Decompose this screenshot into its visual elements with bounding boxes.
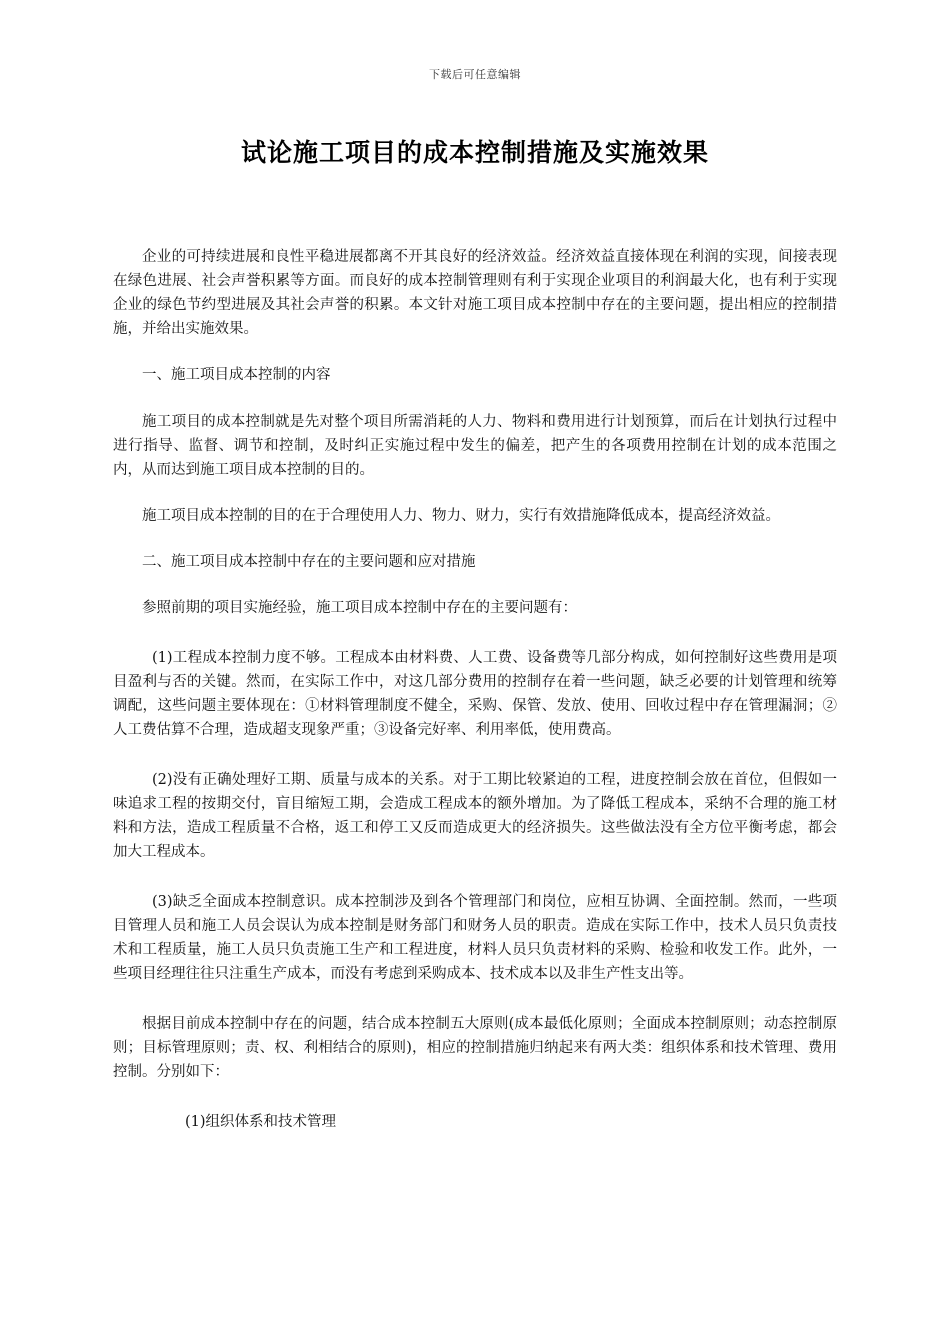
paragraph-problem-1: (1)工程成本控制力度不够。工程成本由材料费、人工费、设备费等几部分构成，如何控制好这些费用是项目盈利与否的关键。然而，在实际工作中，对这几部分费用的控制存在着一些问题，缺乏必要的计划管理和统筹调配，这些问题主要体现在：①材料管理制度不健全，采购、保管、发放、使用、回收过程中存在管理漏洞；②人工费估算不合理，造成超支现象严重；③设备完好率、利用率低，使用费高。 — [113, 650, 837, 738]
paragraph-section-1-purpose: 施工项目成本控制的目的在于合理使用人力、物力、财力，实行有效措施降低成本，提高经济效益。 — [142, 508, 780, 524]
paragraph-measures-lead: 根据目前成本控制中存在的问题，结合成本控制五大原则(成本最低化原则；全面成本控制原则；动态控制原则；目标管理原则；责、权、利相结合的原则)，相应的控制措施归纳起来有两大类：组织体系和技术管理、费用控制。分别如下： — [113, 1016, 837, 1080]
subheading-organization: (1)组织体系和技术管理 — [185, 1114, 337, 1130]
paragraph-intro: 企业的可持续进展和良性平稳进展都离不开其良好的经济效益。经济效益直接体现在利润的实现，间接表现在绿色进展、社会声誉积累等方面。而良好的成本控制管理则有利于实现企业项目的利润最大化，也有利于实现企业的绿色节约型进展及其社会声誉的积累。本文针对施工项目成本控制中存在的主要问题，提出相应的控制措施，并给出实施效果。 — [113, 249, 837, 337]
section-heading-2: 二、施工项目成本控制中存在的主要问题和应对措施 — [142, 554, 476, 570]
paragraph-problem-3: (3)缺乏全面成本控制意识。成本控制涉及到各个管理部门和岗位，应相互协调、全面控制。然而，一些项目管理人员和施工人员会误认为成本控制是财务部门和财务人员的职责。造成在实际工作中，技术人员只负责技术和工程质量，施工人员只负责施工生产和工程进度，材料人员只负责材料的采购、检验和收发工作。此外，一些项目经理往往只注重生产成本，而没有考虑到采购成本、技术成本以及非生产性支出等。 — [113, 894, 837, 982]
paragraph-problem-2: (2)没有正确处理好工期、质量与成本的关系。对于工期比较紧迫的工程，进度控制会放在首位，但假如一味追求工程的按期交付，盲目缩短工期，会造成工程成本的额外增加。为了降低工程成本，采纳不合理的施工材料和方法，造成工程质量不合格，返工和停工又反而造成更大的经济损失。这些做法没有全方位平衡考虑，都会加大工程成本。 — [113, 772, 837, 860]
section-heading-1: 一、施工项目成本控制的内容 — [142, 367, 331, 383]
document-title: 试论施工项目的成本控制措施及实施效果 — [240, 138, 709, 167]
paragraph-problems-lead: 参照前期的项目实施经验，施工项目成本控制中存在的主要问题有： — [142, 600, 577, 616]
document-body — [113, 245, 837, 1134]
header-note: 下载后可任意编辑 — [429, 68, 521, 81]
paragraph-section-1-content: 施工项目的成本控制就是先对整个项目所需消耗的人力、物料和费用进行计划预算，而后在计划执行过程中进行指导、监督、调节和控制，及时纠正实施过程中发生的偏差，把产生的各项费用控制在计划的成本范围之内，从而达到施工项目成本控制的目的。 — [113, 414, 837, 478]
